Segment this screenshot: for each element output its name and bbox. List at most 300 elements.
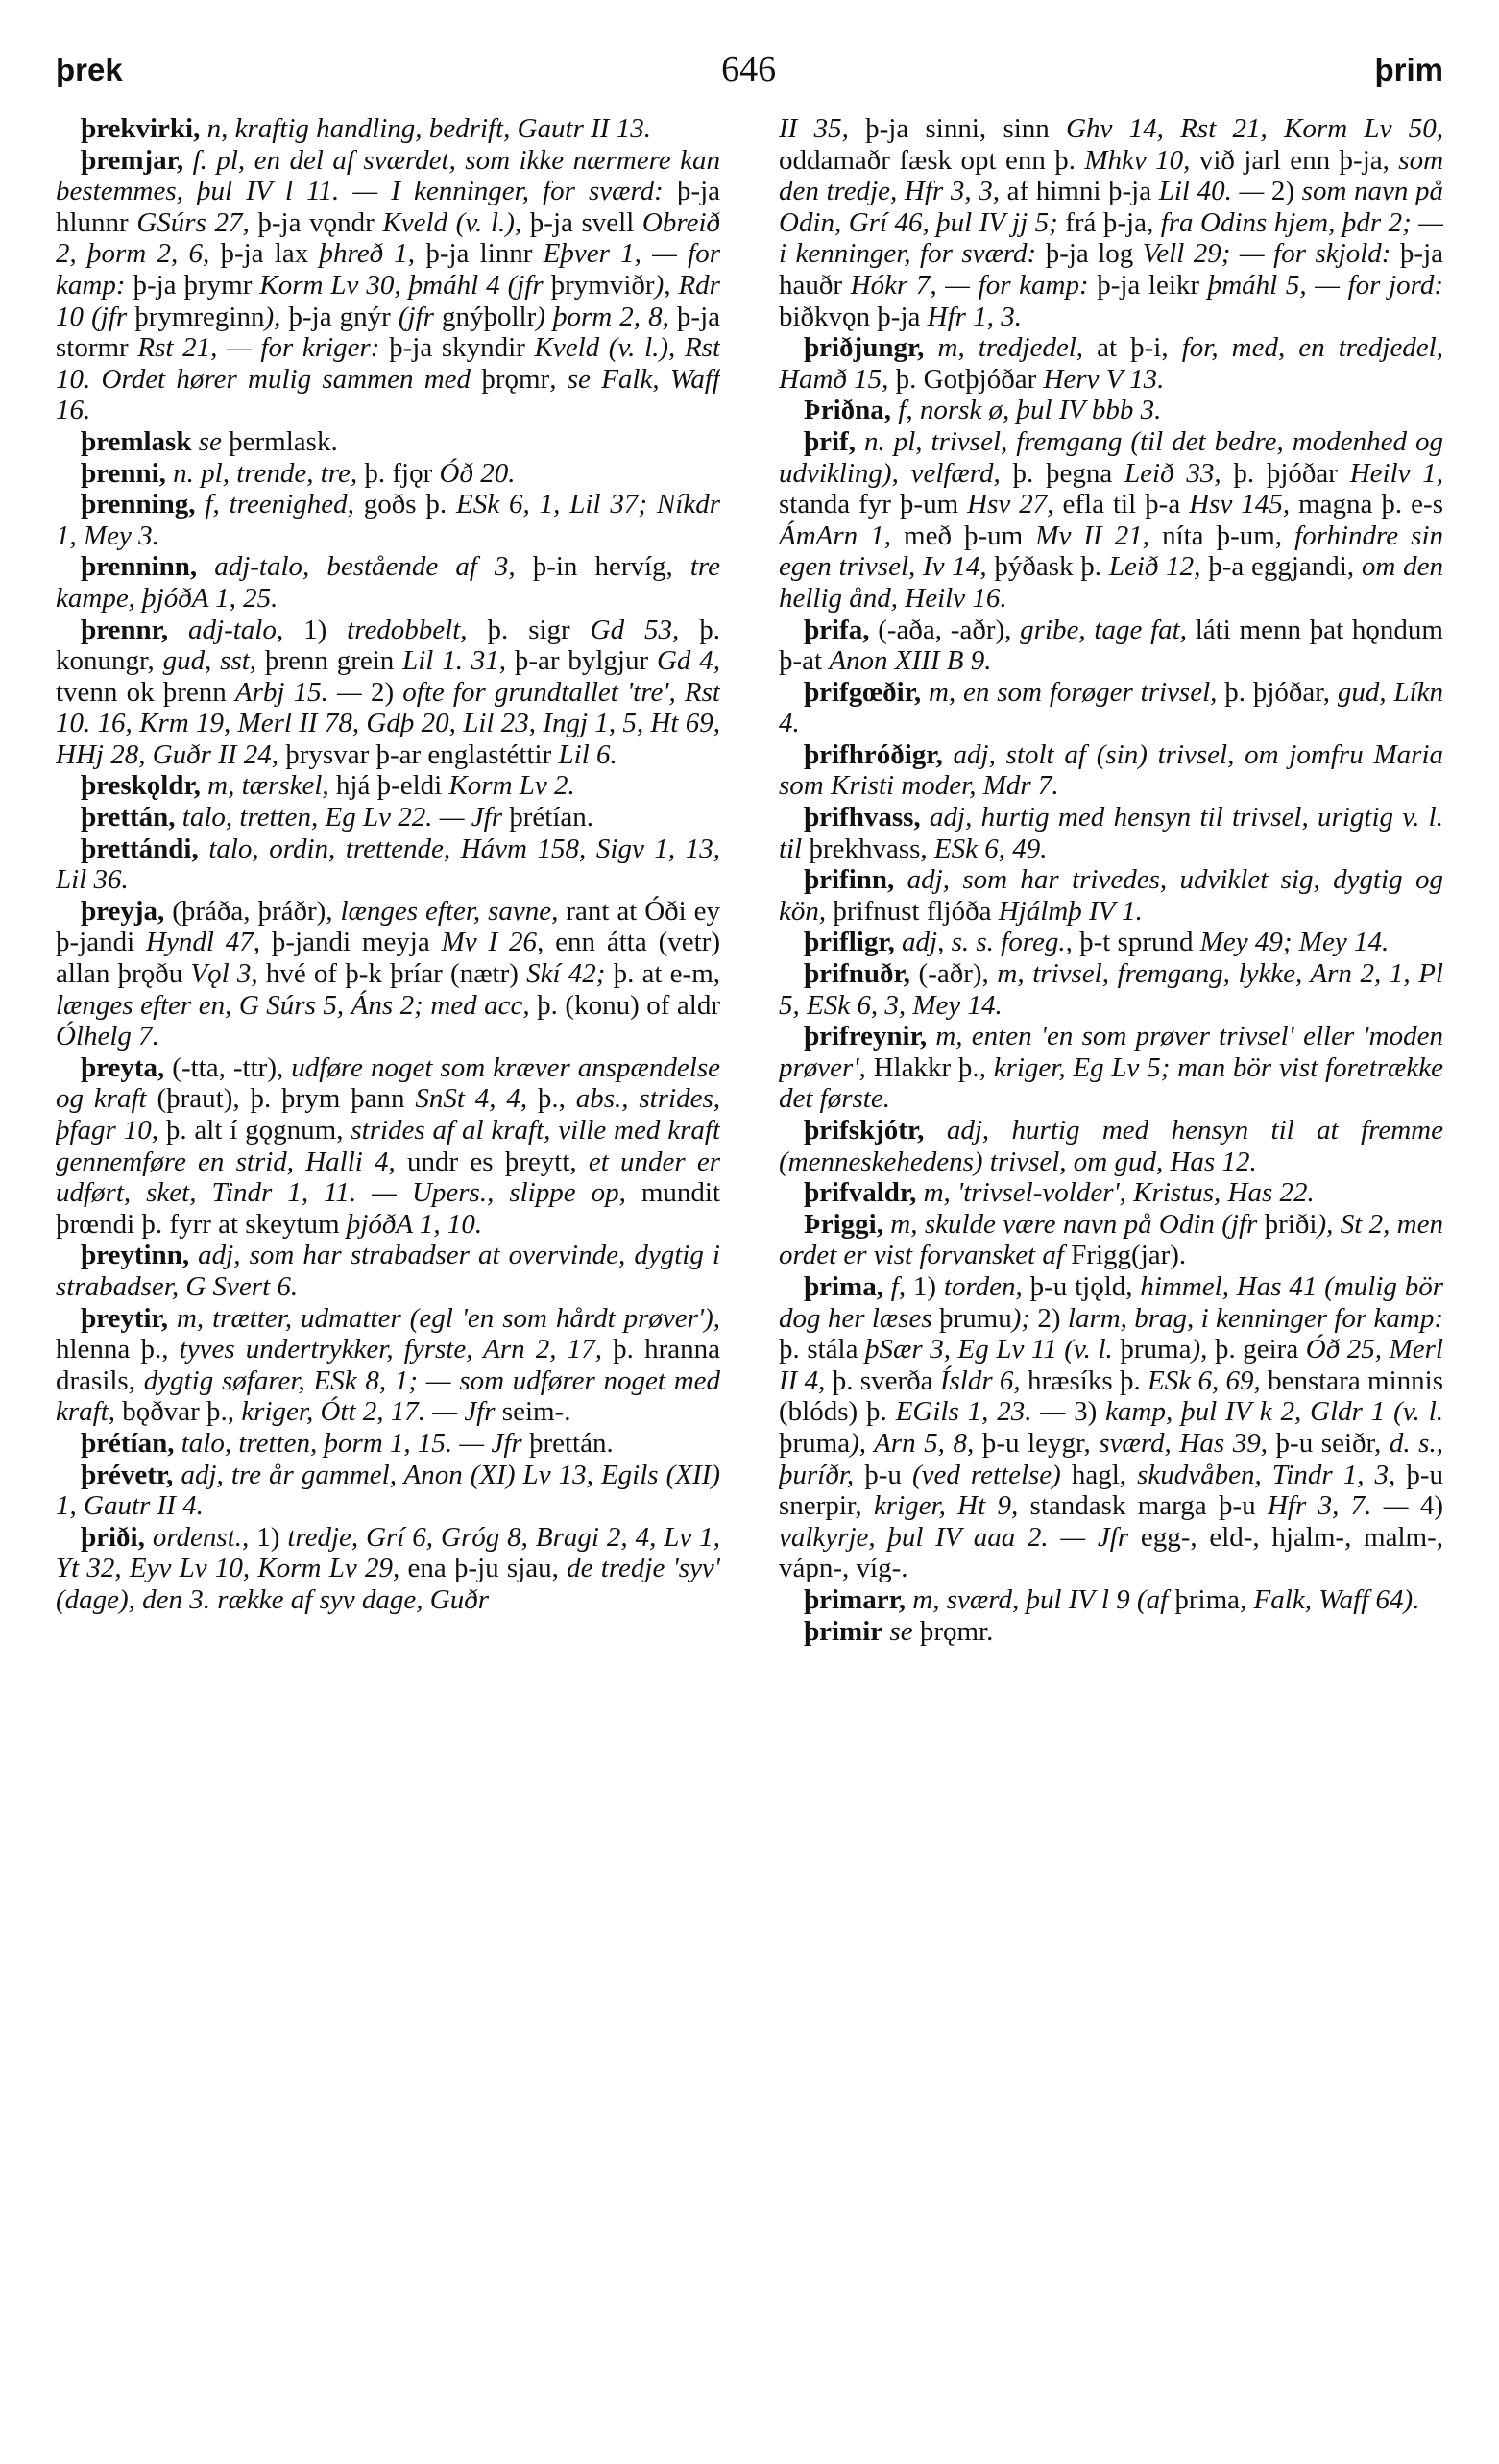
dictionary-entry: [779, 1616, 1443, 1648]
dictionary-entry: [779, 1584, 1443, 1616]
definition-text: talo, tretten, þorm 1, 15. — Jfr: [174, 1427, 529, 1459]
definition-text: Mv I 26,: [441, 927, 556, 958]
headword: þrimir: [804, 1615, 883, 1647]
quotation-text: hvé of þ-k þríar (nætr): [265, 958, 527, 990]
definition-text: Gd 4,: [656, 645, 720, 677]
quotation-text: hræsíks þ.: [1028, 1365, 1148, 1396]
definition-text: ), Rdr 10 (jfr: [56, 269, 720, 332]
definition-text: ) þorm 2, 8,: [536, 301, 677, 332]
definition-text: Óð 25, Merl II 4,: [779, 1334, 1443, 1396]
definition-text: þjóðA 1, 10.: [346, 1208, 483, 1240]
definition-text: ),: [1191, 1334, 1215, 1365]
quotation-text: hlenna þ.,: [56, 1334, 180, 1365]
definition-text: himmel, Has 41 (mulig bör dog her læses: [779, 1270, 1443, 1334]
definition-text: Lil 40. —: [1158, 176, 1271, 207]
quotation-text: biðkvǫn þ-ja: [779, 301, 928, 332]
quotation-text: þ. geira: [1214, 1334, 1306, 1365]
definition-text: gud, Líkn 4.: [779, 676, 1443, 739]
right-guide-word: þrim: [1374, 52, 1443, 87]
definition-text: Eþver 1, — for kamp:: [56, 238, 720, 301]
dictionary-entry: [56, 1303, 720, 1428]
headword: þrifhvass,: [804, 802, 921, 833]
quotation-text: þrifnust fljóða: [833, 895, 999, 927]
definition-text: adj, s. s. foreg.,: [894, 927, 1080, 958]
quotation-text: standask marga þ-u: [1029, 1490, 1268, 1522]
definition-text: dygtig søfarer, ESk 8, 1; — som udfører noget med kraft,: [56, 1365, 720, 1428]
quotation-text: magna þ. e-s: [1298, 489, 1443, 520]
definition-text: adj-talo, bestående af 3,: [197, 551, 533, 583]
quotation-text: þ-t sprund: [1079, 927, 1200, 958]
dictionary-entry: [56, 145, 720, 426]
headword: þrifinn,: [804, 864, 895, 896]
quotation-text: 1): [303, 614, 348, 645]
definition-text: adj, som har trivedes, udviklet sig, dygtig og kön,: [779, 864, 1443, 927]
quotation-text: frá þ-ja,: [1065, 206, 1161, 238]
dictionary-entry: [779, 1271, 1443, 1584]
quotation-text: 4): [1419, 1490, 1443, 1522]
definition-text: skudvåben, Tindr 1, 3,: [1137, 1459, 1407, 1490]
quotation-text: þ-ja gnýr: [288, 301, 399, 332]
quotation-text: 2): [370, 676, 403, 708]
definition-text: for, med, en tredjedel, Hamð 15,: [779, 332, 1443, 395]
dictionary-entry: [56, 1428, 720, 1460]
definition-text: Ghv 14, Rst 21, Korm Lv 50,: [1066, 113, 1443, 144]
quotation-text: egg-, eld-, hjalm-, malm-, vápn-, víg-.: [779, 1521, 1443, 1584]
dictionary-entry: [779, 332, 1443, 395]
quotation-text: þ. þjóðar,: [1224, 676, 1338, 708]
definition-text: Hfr 3, 7. —: [1267, 1490, 1420, 1522]
quotation-text: þruma: [779, 1427, 851, 1459]
headword: þrennr,: [81, 614, 169, 645]
definition-text: Lil 1. 31,: [402, 645, 515, 677]
definition-text: m, 'trivsel-volder', Kristus, Has 22.: [916, 1177, 1315, 1209]
quotation-text: tvenn ok þrenn: [56, 676, 235, 708]
definition-text: ESk 6, 1, Lil 37; Níkdr 1, Mey 3.: [56, 489, 720, 551]
definition-text: n, kraftig handling, bedrift, Gautr II 13.: [200, 113, 651, 144]
definition-text: Gd 53,: [590, 614, 700, 645]
dictionary-entry: [56, 489, 720, 551]
definition-text: adj, tre år gammel, Anon (XI) Lv 13, Egils (XII) 1, Gautr II 4.: [56, 1459, 720, 1522]
dictionary-entry: [56, 802, 720, 833]
quotation-text: þ. alt í gǫgnum,: [165, 1115, 351, 1146]
quotation-text: þ. Gotþjóðar: [895, 363, 1044, 395]
dictionary-entry: [56, 615, 720, 771]
definition-text: Anon XIII B 9.: [829, 645, 992, 677]
headword: þrifhróðigr,: [804, 738, 943, 770]
definition-text: udføre noget som kræver anspændelse og kraft: [56, 1051, 720, 1115]
definition-text: ), St 2, men ordet er vist forvansket af: [779, 1208, 1443, 1271]
quotation-text: þrymviðr: [550, 269, 655, 301]
definition-text: þSær 3, Eg Lv 11 (v. l.: [865, 1334, 1121, 1365]
definition-text: Ísldr 6,: [939, 1365, 1028, 1396]
quotation-text: þ.,: [537, 1083, 576, 1115]
quotation-text: þermlask.: [229, 425, 338, 457]
definition-text: forhindre sin egen trivsel, Iv 14,: [779, 519, 1443, 583]
quotation-text: þ-jandi meyja: [271, 927, 442, 958]
definition-text: Korm Lv 30, þmáhl 4 (jfr: [259, 269, 551, 301]
quotation-text: þ. (konu) of aldr: [537, 989, 720, 1021]
definition-text: fra Odins hjem, þdr 2; — i kenninger, for sværd:: [779, 206, 1443, 270]
left-guide-word: þrek: [56, 52, 123, 87]
text-columns: [56, 113, 1443, 2437]
right-column: [779, 113, 1443, 2437]
definition-text: sværd, Has 39,: [1099, 1427, 1276, 1459]
definition-text: ESk 6, 69,: [1148, 1365, 1269, 1396]
quotation-text: Hlakkr þ.,: [873, 1051, 994, 1083]
quotation-text: þ-u tjǫld,: [1029, 1270, 1141, 1302]
quotation-text: þrenn grein: [264, 645, 403, 677]
quotation-text: þ. þjóðar: [1233, 457, 1350, 489]
quotation-text: með þ-um: [904, 519, 1036, 551]
definition-text: tredobbelt,: [347, 614, 488, 645]
dictionary-entry: [56, 1522, 720, 1616]
quotation-text: þ-u seiðr,: [1275, 1427, 1390, 1459]
definition-text: II 35,: [779, 113, 866, 144]
quotation-text: þrymreginn: [134, 301, 265, 332]
definition-text: d. s., þuríðr,: [779, 1427, 1443, 1490]
quotation-text: at þ-i,: [1097, 332, 1182, 364]
headword: Þriðna,: [804, 395, 892, 426]
dictionary-entry: [56, 113, 720, 145]
quotation-text: þrǫmr.: [919, 1615, 994, 1647]
definition-text: GSúrs 27,: [136, 206, 258, 238]
quotation-text: þ. at e-m,: [613, 958, 720, 990]
headword: þrif,: [804, 425, 856, 457]
definition-text: som den tredje, Hfr 3, 3,: [779, 144, 1443, 207]
quotation-text: þ. þegna: [1012, 457, 1125, 489]
page-header: [56, 48, 1443, 96]
definition-text: Kveld (v. l.), Rst 10. Ordet hører mulig sammen med: [56, 332, 720, 395]
headword: þreyta,: [81, 1051, 165, 1083]
quotation-text: þ-a eggjandi,: [1208, 551, 1362, 583]
page-number: 646: [721, 49, 777, 89]
definition-text: Herv V 13.: [1043, 363, 1165, 395]
definition-text: ESk 6, 49.: [933, 833, 1048, 864]
headword: þreyja,: [81, 895, 165, 927]
definition-text: valkyrje, þul IV aaa 2. — Jfr: [779, 1521, 1141, 1553]
definition-text: (jfr: [398, 301, 442, 332]
definition-text: f. pl, en del af sværdet, som ikke nærmere kan bestemmes, þul IV l 11. — I kenninger, for sværd:: [56, 144, 720, 207]
quotation-text: þrumu: [939, 1302, 1012, 1334]
definition-text: n. pl, trende, tre,: [165, 457, 365, 489]
quotation-text: þrima,: [1174, 1583, 1254, 1615]
quotation-text: (-aða, -aðr),: [869, 614, 1021, 645]
definition-text: strides af al kraft, ville med kraft gennemføre en strid, Halli 4,: [56, 1115, 720, 1177]
definition-text: Falk, Waff 64).: [1253, 1583, 1420, 1615]
quotation-text: þ-ja svell: [529, 206, 642, 238]
quotation-text: þ-in hervíg,: [532, 551, 690, 583]
quotation-text: standa fyr þ-um: [779, 489, 968, 520]
quotation-text: Frigg(jar).: [1071, 1240, 1187, 1271]
definition-text: gud, sst,: [162, 645, 265, 677]
dictionary-entry: [56, 426, 720, 458]
dictionary-entry: [56, 458, 720, 490]
headword: þriði,: [81, 1521, 145, 1553]
definition-text: torden,: [943, 1270, 1030, 1302]
headword: þrettándi,: [81, 833, 199, 864]
quotation-text: níta þ-um,: [1162, 519, 1295, 551]
definition-text: ordenst.,: [144, 1521, 257, 1553]
definition-text: Leið 12,: [1108, 551, 1209, 583]
quotation-text: þ-ja hauðr: [779, 238, 1443, 301]
definition-text: Vell 29; — for skjold:: [1142, 238, 1400, 270]
definition-text: (ved rettelse): [911, 1459, 1072, 1490]
quotation-text: 2): [1270, 176, 1302, 207]
headword: þrima,: [804, 1270, 883, 1302]
headword: þrenninn,: [81, 551, 198, 583]
definition-text: f,: [882, 1270, 913, 1302]
definition-text: Obreið 2, þorm 2, 6,: [56, 206, 720, 270]
quotation-text: þ. konungr,: [56, 614, 720, 677]
headword: þrifreynir,: [804, 1021, 928, 1052]
definition-text: længes efter, savne,: [340, 895, 567, 927]
definition-text: Lil 6.: [558, 738, 617, 770]
quotation-text: þruma: [1120, 1334, 1192, 1365]
quotation-text: þ-ja vǫndr: [257, 206, 383, 238]
dictionary-entry: [779, 426, 1443, 615]
quotation-text: þrysvar þ-ar englastéttir: [285, 738, 559, 770]
definition-text: þhreð 1,: [319, 238, 426, 270]
dictionary-entry: [779, 927, 1443, 958]
quotation-text: láti menn þat hǫndum þ-at: [779, 614, 1443, 677]
headword: þrettán,: [81, 802, 176, 833]
definition-text: talo, tretten, Eg Lv 22. — Jfr: [175, 802, 510, 833]
left-column: [56, 113, 720, 2437]
definition-text: Hókr 7, — for kamp:: [850, 269, 1098, 301]
definition-text: m, tredjedel,: [924, 332, 1098, 364]
quotation-text: þriði: [1264, 1208, 1318, 1240]
definition-text: Mv II 21,: [1035, 519, 1163, 551]
definition-text: se: [882, 1615, 920, 1647]
definition-text: m, enten 'en som prøver trivsel' eller 'moden prøver',: [779, 1021, 1443, 1083]
quotation-text: hjá þ-eldi: [335, 770, 449, 802]
definition-text: et under er udført, sket, Tindr 1, 11. — Upers., slippe op,: [56, 1146, 720, 1209]
quotation-text: þ-ja stormr: [56, 301, 720, 364]
definition-text: Hjálmþ IV 1.: [998, 895, 1143, 927]
quotation-text: mundit þrœndi þ. fyrr at skeytum: [56, 1177, 720, 1240]
quotation-text: þ-ja log: [1045, 238, 1143, 270]
quotation-text: þ. fjǫr: [364, 457, 440, 489]
dictionary-entry: [779, 958, 1443, 1021]
quotation-text: þ-ja hlunnr: [56, 176, 720, 238]
definition-text: Kveld (v. l.),: [382, 206, 530, 238]
definition-text: m, sværd, þul IV l 9 (af: [906, 1583, 1175, 1615]
definition-text: kriger, Ótt 2, 17. — Jfr: [241, 1396, 502, 1428]
dictionary-entry: [779, 864, 1443, 927]
definition-text: Mey 49; Mey 14.: [1199, 927, 1390, 958]
quotation-text: þ-ja leikr: [1097, 269, 1208, 301]
definition-text: tredje, Grí 6, Gróg 8, Bragi 2, 4, Lv 1, Yt 32, Eyv Lv 10, Korm Lv 29,: [56, 1521, 720, 1584]
definition-text: de tredje 'syv' (dage), den 3. række af syv dage, Guðr: [56, 1553, 720, 1615]
definition-text: SnSt 4, 4,: [415, 1083, 538, 1115]
headword: þrévetr,: [81, 1459, 174, 1490]
definition-text: Leið 33,: [1124, 457, 1234, 489]
dictionary-entry: [779, 615, 1443, 677]
headword: þrifgœðir,: [804, 676, 922, 708]
quotation-text: (þraut), þ. þrym þann: [157, 1083, 416, 1115]
definition-text: Rst 21, — for kriger:: [137, 332, 390, 364]
quotation-text: ena þ-ju sjau,: [407, 1553, 568, 1584]
definition-text: m, trivsel, fremgang, lykke, Arn 2, 1, Pl 5, ESk 6, 3, Mey 14.: [779, 958, 1443, 1021]
definition-text: m, tærskel,: [200, 770, 336, 802]
quotation-text: þ. sigr: [487, 614, 591, 645]
quotation-text: oddamaðr fæsk opt enn þ.: [779, 144, 1085, 176]
definition-text: abs., strides, þfagr 10,: [56, 1083, 720, 1146]
definition-text: se: [191, 425, 230, 457]
headword: þreytir,: [81, 1302, 169, 1334]
definition-text: m, trætter, udmatter (egl 'en som hårdt prøver'),: [168, 1302, 720, 1334]
dictionary-entry: [56, 833, 720, 896]
quotation-text: rant at Óði ey þ-jandi: [56, 895, 720, 958]
quotation-text: af himni þ-ja: [1006, 176, 1159, 207]
definition-text: adj, hurtig med hensyn til at fremme (menneskehedens) trivsel, om gud, Has 12.: [779, 1115, 1443, 1177]
quotation-text: þ-u: [864, 1459, 912, 1490]
definition-text: adj, stolt af (sin) trivsel, om jomfru Maria som Kristi moder, Mdr 7.: [779, 738, 1443, 802]
headword: þrétían,: [81, 1427, 175, 1459]
quotation-text: 1): [256, 1521, 288, 1553]
quotation-text: hagl,: [1071, 1459, 1138, 1490]
dictionary-entry: [56, 1460, 720, 1522]
definition-text: Hyndl 47,: [146, 927, 272, 958]
headword: þrifskjótr,: [804, 1115, 925, 1146]
definition-text: Vǫl 3,: [190, 958, 266, 990]
dictionary-entry: [779, 1115, 1443, 1177]
definition-text: Hfr 1, 3.: [927, 301, 1022, 332]
quotation-text: goðs þ.: [363, 489, 457, 520]
headword: þrimarr,: [804, 1583, 907, 1615]
quotation-text: þ. hranna drasils,: [56, 1334, 720, 1396]
quotation-text: þrekhvass,: [809, 833, 934, 864]
headword: þriðjungr,: [804, 332, 925, 364]
headword: þrenning,: [81, 489, 196, 520]
definition-text: EGils 1, 23. —: [895, 1396, 1075, 1428]
quotation-text: (-aðr),: [909, 958, 998, 990]
definition-text: þmáhl 5, — for jord:: [1207, 269, 1443, 301]
definition-text: kriger, Eg Lv 5; man bör vist foretrække det første.: [779, 1051, 1443, 1115]
quotation-text: benstara minnis (blóds) þ.: [779, 1365, 1443, 1428]
quotation-text: þ. sverða: [832, 1365, 940, 1396]
dictionary-entry: [779, 1209, 1443, 1271]
definition-text: Hsv 145,: [1189, 489, 1299, 520]
definition-text: kriger, Ht 9,: [873, 1490, 1030, 1522]
quotation-text: þ-ja lax: [220, 238, 320, 270]
definition-text: som navn på Odin, Grí 46, þul IV jj 5;: [779, 176, 1443, 238]
definition-text: Óð 20.: [439, 457, 516, 489]
quotation-text: þ-ja skyndir: [389, 332, 535, 364]
dictionary-entry: [779, 802, 1443, 864]
definition-text: Ólhelg 7.: [56, 1021, 159, 1052]
quotation-text: þýðask þ.: [994, 551, 1109, 583]
quotation-text: gnýþollr: [441, 301, 537, 332]
dictionary-entry: [56, 1240, 720, 1302]
quotation-text: (-tta, -ttr),: [164, 1051, 292, 1083]
dictionary-entry: [779, 113, 1443, 332]
quotation-text: enn átta (vetr) allan þrǫðu: [56, 927, 720, 990]
definition-text: adj, som har strabadser at overvinde, dygtig i strabadser, G Svert 6.: [56, 1240, 720, 1302]
dictionary-entry: [56, 770, 720, 802]
definition-text: Skí 42;: [526, 958, 614, 990]
definition-text: adj-talo,: [168, 614, 304, 645]
quotation-text: efla til þ-a: [1062, 489, 1190, 520]
definition-text: Mhkv 10,: [1084, 144, 1199, 176]
definition-text: f, treenighed,: [195, 489, 364, 520]
dictionary-entry: [779, 1021, 1443, 1115]
headword: þrenni,: [81, 457, 166, 489]
quotation-text: 3): [1074, 1396, 1106, 1428]
definition-text: adj, hurtig med hensyn til trivsel, urigtig v. l. til: [779, 802, 1443, 864]
headword: Þriggi,: [804, 1208, 883, 1240]
definition-text: ), Arn 5, 8,: [850, 1427, 982, 1459]
definition-text: ),: [264, 301, 289, 332]
definition-text: );: [1011, 1302, 1038, 1334]
dictionary-entry: [56, 1052, 720, 1241]
quotation-text: þ-ja sinni, sinn: [865, 113, 1067, 144]
definition-text: m, en som forøger trivsel,: [921, 676, 1225, 708]
definition-text: ÁmArn 1,: [779, 519, 905, 551]
definition-text: m, skulde være navn på Odin (jfr: [882, 1208, 1265, 1240]
quotation-text: 2): [1037, 1302, 1068, 1334]
definition-text: n. pl, trivsel, fremgang (til det bedre, modenhed og udvikling), velfærd,: [779, 425, 1443, 489]
headword: þreytinn,: [81, 1240, 190, 1271]
quotation-text: undr es þreytt,: [407, 1146, 589, 1177]
definition-text: Korm Lv 2.: [448, 770, 575, 802]
definition-text: Hsv 27,: [967, 489, 1063, 520]
headword: þrifvaldr,: [804, 1177, 917, 1209]
headword: þrifligr,: [804, 927, 895, 958]
definition-text: , se Falk, Waff 16.: [56, 363, 720, 426]
quotation-text: (þráða, þráðr),: [164, 895, 341, 927]
definition-text: f, norsk ø, þul IV bbb 3.: [891, 395, 1162, 426]
dictionary-entry: [779, 677, 1443, 739]
headword: þremlask: [81, 425, 192, 457]
headword: þreskǫldr,: [81, 770, 201, 802]
quotation-text: seim-.: [501, 1396, 571, 1428]
definition-text: længes efter en, G Súrs 5, Áns 2; med acc,: [56, 989, 538, 1021]
quotation-text: þrétían.: [509, 802, 594, 833]
definition-text: larm, brag, i kenninger for kamp:: [1067, 1302, 1443, 1334]
dictionary-entry: [56, 551, 720, 614]
quotation-text: bǫðvar þ.,: [122, 1396, 242, 1428]
dictionary-entry: [779, 1177, 1443, 1209]
definition-text: Heilv 1,: [1349, 457, 1443, 489]
quotation-text: þ-u leygr,: [981, 1427, 1100, 1459]
quotation-text: þ-ja þrymr: [133, 269, 260, 301]
quotation-text: þ. stála: [779, 1334, 866, 1365]
quotation-text: þrǫmr: [481, 363, 550, 395]
headword: þrifa,: [804, 614, 870, 645]
definition-text: talo, ordin, trettende, Hávm 158, Sigv 1, 13, Lil 36.: [56, 833, 720, 896]
definition-text: Arbj 15. —: [234, 676, 371, 708]
headword: þrifnuðr,: [804, 958, 910, 990]
definition-text: ofte for grundtallet 'tre', Rst 10. 16, Krm 19, Merl II 78, Gdþ 20, Lil 23, Ingj 1, 5, Ht 69, HHj 28, Guðr II 24,: [56, 676, 720, 770]
definition-text: tyves undertrykker, fyrste, Arn 2, 17,: [179, 1334, 614, 1365]
dictionary-entry: [56, 896, 720, 1052]
quotation-text: þ-ja linnr: [425, 238, 544, 270]
quotation-text: við jarl enn þ-ja,: [1198, 144, 1399, 176]
dictionary-entry: [779, 395, 1443, 426]
quotation-text: þ-ar bylgjur: [514, 645, 657, 677]
headword: þrekvirki,: [81, 113, 201, 144]
quotation-text: þ-u snerpir,: [779, 1459, 1443, 1522]
definition-text: tre kampe, þjóðA 1, 25.: [56, 551, 720, 614]
dictionary-entry: [779, 739, 1443, 802]
definition-text: kamp, þul IV k 2, Gldr 1 (v. l.: [1105, 1396, 1443, 1428]
quotation-text: 1): [912, 1270, 944, 1302]
quotation-text: þrettán.: [528, 1427, 614, 1459]
definition-text: om den hellig ånd, Heilv 16.: [779, 551, 1443, 614]
definition-text: gribe, tage fat,: [1020, 614, 1196, 645]
headword: þremjar,: [81, 144, 184, 176]
